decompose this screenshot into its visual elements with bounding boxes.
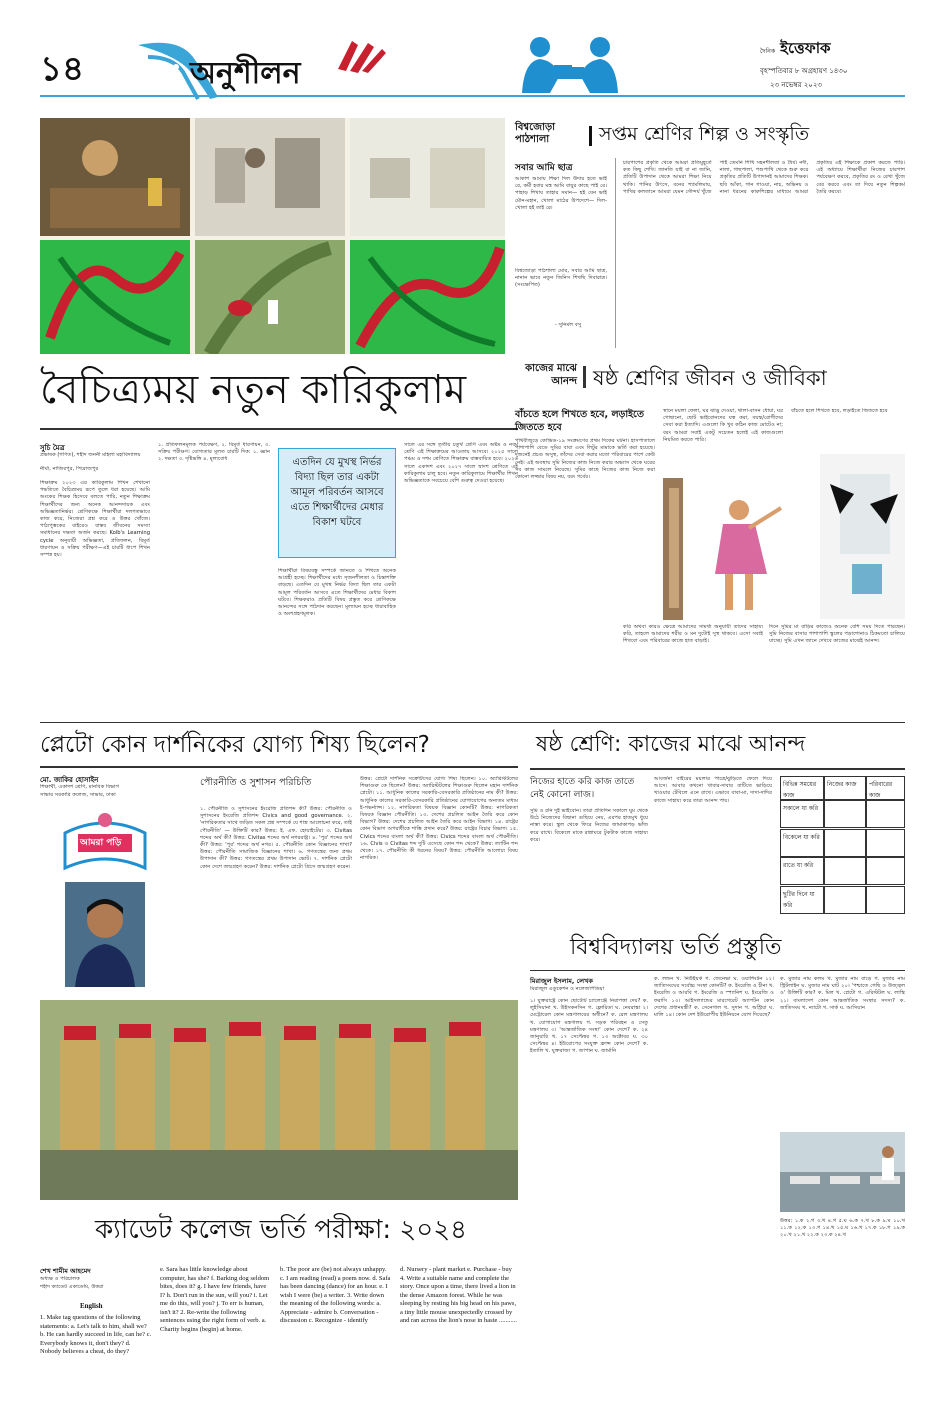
table-header-family: পরিবারের কাজ (866, 776, 905, 800)
table-cell-empty[interactable] (866, 800, 905, 828)
activity-table (780, 776, 905, 914)
job-caption-right: দিনে সুমির মা বাড়ির কাজেও অনেক বেশি সময় দিতে পারছেন। সুমি নিজের বাসার পাশাপাশি স্কুলের পড়াশোনাও ঠিকমতো চালিয়ে যাচ্ছে। সুমি এখন জানে দেখবে কাজের মাঝেই আনন্দ। (769, 624, 905, 645)
admission-author: মিরাজুল ইসলাম, লেখক (530, 977, 593, 985)
date-line-1: বৃহস্পতিবার ৮ অগ্রহায়ণ ১৪৩০ (760, 67, 848, 75)
pull-quote-box (278, 448, 396, 558)
page-number: ১৪ (40, 49, 85, 89)
table-cell-empty[interactable] (824, 829, 866, 857)
amra-pori-text: আমরা পড়ি (80, 838, 122, 848)
cadet-col-4: d. Nursery - plant market e. Purchase - buy 4. Write a suitable name and complete the story. Once upon a time, there lived a lion in the dense Amazon forest. While he was sleeping by resting his big head on his paws, a tiny little mouse unexpectedly crossed by and ran across the lion's nose in haste ........... (400, 1266, 517, 1324)
table-row-holiday: ছুটির দিনে যা করি (780, 886, 824, 914)
admission-answers: উত্তর: ১.ক ২.গ ৩.খ ৪.গ ৫.ঘ ৬.ক ৭.খ ৮.ক ৯.ঘ ১০.খ ১১.ক ১২.ক ১৩.গ ১৪.খ ১৫.ঘ ১৬.খ ১৭.ক ১৮.গ ১৯.ক ২০.খ ২১.খ ২২.ক ২৩.ক ২৪.খ (780, 1218, 905, 1239)
admission-col-2: ক. লন্ডন খ. নিউইয়র্ক গ. জেনেভা ঘ. ওয়াশিংটন ১২। জাতিসংঘের সর্বোচ্চ সংস্থা কোনটি? ক. ইংরেজি ও চীনা খ. ইংরেজি ও আরবি গ. ইংরেজি ও স্প্যানিশ ঘ. ইংরেজি ও ফরাসি ১৩। আইসল্যান্ডের মারগেরেট অ্যাপটন কোন দেশের প্রধানমন্ত্রী? ক. সেনেগাল খ. সুদান গ. অস্ট্রিয়া ঘ. মালি ১৪। কোন দেশ ইউরোপীয় ইউনিয়নে যোগ দিয়েছে? (654, 976, 774, 1019)
activity-rule (530, 768, 905, 770)
table-cell-empty[interactable] (866, 886, 905, 914)
activity-body: সুমি ও রনি দুই ভাইবোন। তারা প্রতিদিন সকালে ঘুম থেকে উঠে নিজেদের বিছানা গুছিয়ে নেয়, এরপর হাতমুখ ধুয়ে নাস্তা করে। স্কুল থেকে ফিরে নিজের জামাকাপড় ভাঁজ করে রাখে। বিকেলে মাকে রান্নাঘরে টুকটাক কাজে সাহায্য করে। (530, 808, 648, 843)
poem-title: সবার আমি ছাত্র (515, 163, 573, 173)
civics-article (40, 770, 518, 992)
table-cell-empty[interactable] (824, 857, 866, 885)
curriculum-list: ১. প্রতিফলনমূলক পর্যবেক্ষণ, ২. বিমূর্ত ধারণায়ন, ৩. সক্রিয় পরীক্ষণ। যোগ্যতার মূলত চারটি দিক: ১. জ্ঞান ২. দক্ষতা ৩. দৃষ্টিভঙ্গি ৪. মূল্যবোধ (158, 442, 270, 463)
exam-hall-image (780, 1132, 905, 1212)
admission-col-3: ক. মুজার নাম কলম খ. মুজার নাম বাড়ে গ. মুজার নাম স্ট্রিটলাইন ঘ. মুজার নাম ঘাট ২০। 'পশ্চাতে গেছি ও উজ্জ্বল ও' উক্তিটি কার? ক. মিল খ. প্লেটো গ. এরিস্টটল ঘ. লাস্কি ২১। বাংলাদেশ কোন আন্তর্জাতিক সংস্থার সদস্য? ক. জাতিসংঘ খ. ন্যাটো গ. সার্ক ঘ. আসিয়ান (780, 976, 905, 1011)
cadet-col-3: b. The poor are (be) not always unhappy. c. I am reading (read) a poem now. d. Safa has been dancing (dance) for an hour. e. I wish I were (be) a writer. 3. Write down the meaning of the following words: a. Appreciate - admire b. Conversation - discussion c. Recognize - identify (280, 1266, 391, 1324)
cadet-headline: ক্যাডেট কলেজ ভর্তি পরীক্ষা: ২০২৪ (94, 1215, 467, 1245)
cadets-marching-image (40, 1000, 518, 1200)
poem-text: আকাশ আমায় শিক্ষা দিল উদার হতে ভাই রে, কর্মী হবার মন্ত্র আমি বায়ুর কাছে পাই রে। পাহাড় শিখায় তাহার সমান— হই যেন ভাই মৌন-মহান, খোলা মাঠের উপদেশে— দিল-খোলা হই তাই রে। (515, 176, 607, 211)
admission-author-role: মিরাজুল এডুকেশন ও নলেজপিডিয়া (530, 986, 605, 992)
activity-body-2: আবর্জনা বাইরের ময়লার পাত্রে/ঝুড়িতে ফেলে দিয়ে আসে। আবার কখনো খাবার-দাবার বাটিতে ভাড়িয়ে খাওয়ার টেবিলে এনে রাখে। এভাবে বাবা-মা, দাদা-দাদির কাজে সাহায্য করে তারা আনন্দ পায়। (654, 776, 772, 804)
nature-artwork-image (40, 118, 505, 354)
civics-author: মো. জাকির হোসাইন (40, 776, 99, 784)
art-kicker: বিশ্বজোড়া পাঠশালা (515, 122, 556, 145)
job-title: ষষ্ঠ শ্রেণির জীবন ও জীবিকা (593, 366, 827, 390)
art-title-divider (589, 126, 592, 146)
job-title-divider (583, 366, 586, 388)
poet-name: - সুনির্মল বসু (555, 322, 582, 328)
curriculum-author-role: প্রভাষক (গণিত), শহীদ জননী মহিলা মহাবিদ্যালয় (40, 452, 141, 458)
plato-rule (40, 766, 518, 768)
admission-section (530, 932, 905, 1417)
job-side-note: বাঁচতে হলে শিখতে হবে, লড়াইতে জিততে হবে (791, 408, 888, 414)
paper-logo-small: দৈনিক (760, 48, 776, 55)
table-row-night: রাতে যা করি (780, 857, 824, 885)
section-title: অনুশীলন (190, 56, 301, 91)
curriculum-author: সুচি মৈত্র (40, 444, 65, 452)
section-divider (40, 722, 905, 723)
paper-logo (760, 37, 880, 57)
table-cell-empty[interactable] (824, 886, 866, 914)
art-column-rule (615, 158, 616, 348)
table-header-own: নিজের কাজ (824, 776, 866, 800)
cadet-author-role: অধ্যক্ষ ও পরিচালক (40, 1276, 80, 1282)
cadet-col-2: e. Sara has little knowledge about computer, has she? f. Barking dog seldom bites, does it? g. I have few friends, have I? h. Don't run in the sun, will you? i. Let me do this, will you? j. To err is human, isn't it? 2. Re-write the following sentences using the right form of verb. a. Charity begins (begin) at home. (160, 1266, 270, 1333)
cadet-parade-photo (40, 1000, 518, 1200)
art-section (515, 118, 905, 354)
cadet-author: শেখ শামীম আহমেদ (40, 1267, 91, 1275)
admission-title: বিশ্ববিদ্যালয় ভর্তি প্রস্তুতি (570, 935, 782, 960)
civics-topic: পৌরনীতি ও সুশাসন পরিচিতি (200, 777, 312, 788)
cadet-english-heading: English (80, 1302, 103, 1310)
job-subtitle: বাঁচতে হলে শিখতে হবে, লড়াইতে জিততে হবে (515, 409, 644, 433)
job-kicker: কাজের মাঝে আনন্দ (525, 363, 577, 387)
curriculum-body-3: সালে এর সঙ্গে তৃতীয় চতুর্থ শ্রেণি এবং অষ্টম ও নবম শ্রেণি এই শিক্ষাক্রমের আওতায় আসবে। ২০২৫ সালে পঞ্চম ও দশম শ্রেণিতে শিক্ষাক্রম বাস্তবায়িত হবে। ২০২৬ সালে একাদশ এবং ২০২৭ সালে দ্বাদশ শ্রেণিতে এই কারিকুলাম চালু হবে। নতুন কারিকুলামে শিক্ষার্থীর শিখন অভিজ্ঞতাকে সবচেয়ে বেশি গুরুত্ব দেওয়া হয়েছে। (404, 442, 518, 485)
civics-qa-2: উত্তর: প্লেটো দার্শনিক সক্রেটিসের যোগ্য শিষ্য ছিলেন। ১০. অ্যারিস্টটলের শিক্ষাগুরু কে ছিলেন? উত্তর: অ্যারিস্টটলের শিক্ষাগুরু ছিলেন মহান দার্শনিক প্লেটো। ১১. আধুনিক কালের সরকারি-বেসরকারি প্রতিষ্ঠানের নাম কী? উত্তর: আধুনিক কালের সরকারি-বেসরকারি প্রতিষ্ঠানের যোগাযোগের অন্যতম মাধ্যম ই-গভর্ন্যান্স। ১২. নাগরিকতা বিষয়ক বিজ্ঞান কোনটি? উত্তর: নাগরিকতা বিষয়ক বিজ্ঞান পৌরনীতি। ১৩. দেশের প্রচলিত আইন তৈরি করে কোন বিভাগ? উত্তর: দেশের প্রচলিত আইন তৈরি করে আইন বিভাগ। ১৪. রাষ্ট্রের কোন বিভাগ অপরাধীকে শাস্তি প্রদান করে? উত্তর: রাষ্ট্রের বিচার বিভাগ। ১৫. Civics শব্দের বাংলা অর্থ কী? উত্তর: Civics শব্দের বাংলা অর্থ পৌরনীতি। ১৬. Civis ও Civitas শব্দ দুটি এসেছে কোন শব্দ থেকে? উত্তর: ল্যাটিন শব্দ থেকে। ১৭. পৌরনীতি কী ধরনের বিষয়? উত্তর: পৌরনীতি আলোচ্য বিষয় নাগরিক। (360, 776, 518, 862)
job-section (515, 362, 905, 722)
pull-quote-text: এতদিন যে মুখস্থ নির্ভর বিদ্যা ছিল তার একটা আমূল পরিবর্তন আসবে এতে শিক্ষার্থীদের মেধার বিকাশ ঘটবে (290, 457, 384, 528)
admission-col-1: ১। যুক্তরাষ্ট্রে কোন ছোটোট চ্যালেঞ্জে নিরাপত্তা দেয়? ক. লুইসিয়ানা খ. উইসকনসিন গ. ফ্লোরিডা ঘ. নেবরাস্কা ২। মেট্রোরেল কোন মন্ত্রণালয়ের অধীনে? ক. রেল মন্ত্রণালয় খ. যোগাযোগ মন্ত্রণালয় গ. সড়ক পরিবহন ও সেতু মন্ত্রণালয় ৩। 'আন্তর্জাতিক সংস্থা' কোন দেশে? ক. ২৪ জানুয়ারি খ. ১৭ সেপ্টেম্বর গ. ১৩ অক্টোবর ঘ. ৩০ সেপ্টেম্বর ৪। ইউরোপের সংযুক্ত ফ্রান্স কোন দেশে? ক. ইতালি খ. যুক্তরাজ্য গ. জাপান ঘ. জার্মানি (530, 998, 648, 1055)
table-row-afternoon: বিকেলে যা করি (780, 829, 824, 857)
table-cell-empty[interactable] (866, 829, 905, 857)
author-photo (65, 882, 145, 987)
civics-author-role: শিক্ষার্থী, একাদশ শ্রেণি, মানবিক বিভাগ (40, 784, 119, 790)
curriculum-body: শিক্ষাক্রম ২০২৩ এর কারিকুলাম শিখন শেখানো পদ্ধতিতে বৈচিত্র্যময় রূপে তুলে ধরা হয়েছে। আমি অংকের শিক্ষক হিসেবে বলতে পারি, নতুন শিক্ষাক্রম শিক্ষার্থীদের জন্য অনেক আনন্দদায়ক এবং অভিজ্ঞতানির্ভর। শ্রেণিকক্ষে শিক্ষার্থীরা দলগতভাবে কাজ করে, নিজেরা প্রশ্ন করে ও উত্তর খোঁজে। পাঠ্যপুস্তকের বাইরেও বাস্তব জীবনের সমস্যা সমাধানের দক্ষতা অর্জন করছে। Kolb's Learning cycle অনুযায়ী অভিজ্ঞতা, প্রতিফলন, বিমূর্ত ধারণায়ন ও সক্রিয় পরীক্ষণ—এই চারটি ধাপে শিখন সম্পন্ন হয়। (40, 480, 150, 559)
art-title: সপ্তম শ্রেণির শিল্প ও সংস্কৃতি (599, 123, 810, 145)
masthead (40, 35, 905, 107)
activity-title: ষষ্ঠ শ্রেণি: কাজের মাঝে আনন্দ (536, 732, 806, 757)
crows-feeding-image (820, 454, 905, 619)
activity-section (530, 728, 905, 928)
main-headline: বৈচিত্র্যময় নতুন কারিকুলাম (40, 367, 467, 413)
table-cell-empty[interactable] (866, 857, 905, 885)
art-illustration-grid (40, 118, 505, 354)
admission-rule (530, 970, 905, 971)
date-line-2: ২৩ নভেম্বর ২০২৩ (770, 81, 822, 89)
girl-cleaning-window-image (663, 478, 818, 620)
job-caption-left: করি অথবা কারও ক্ষেত্রে আমাদের সামর্থ্য অনুযায়ী তাদের সাহায্য করি, তাহলে আমাদের শরীর ও মন দুটোই সুস্থ থাকবে। এসো সবাই শিখবো এবং পরিবারের কাজে হাত বাড়াই। (623, 624, 763, 645)
table-header-time: বিভিন্ন সময়ের কাজ (780, 776, 824, 800)
art-body: চারপাশের প্রকৃতি থেকে আমরা প্রতিমুহূর্তে কত কিছু শেখি। জানতি যাই বা না জানি, প্রতিটি উপাদান থেকে আমরা শিক্ষা নিয়ে থাকি। পানির উৎসে, বনের শ্যামলিমায়, পাখির কলতানে আমরা যেমন সৌন্দর্য খুঁজে পাই তেমনি শিখি সহনশীলতা ও ধৈর্য। নদী, নালা, গাছপালা, পশুপাখি থেকে শুরু করে প্রকৃতির প্রতিটি উপাদানই আমাদের শিক্ষক। ছবি আঁকা, গান গাওয়া, নাচ, অভিনয় ও নানা ধরনের কারুশিল্পের মাধ্যমে আমরা প্রকৃতির এই শিক্ষাকে প্রকাশ করতে পারি। এই অধ্যায়ে শিক্ষার্থীরা নিজের চারপাশ পর্যবেক্ষণ করবে, প্রকৃতির রং ও রেখা খুঁজে বের করবে এবং তা দিয়ে নতুন শিল্পকর্ম তৈরি করবে। (623, 160, 905, 195)
table-row-morning: সকালে যা করি (780, 800, 824, 828)
job-body-2: স্থানে ময়লা ফেলা, ঘর ঝাড়ু দেওয়া, থালা-বাসন ধোয়া, ঘর গোছানো, ছোট ভাইবোনদের যত্ন করা, বয়স্ক/রোগীদের সেবা করা ইত্যাদি। এগুলো কি খুব কঠিন কাজ মোটেও না; বরং আমরা সবাই একটু সচেতন হলেই এই কাজগুলো নিয়মিত করতে পারি। (663, 408, 783, 443)
cadet-article (40, 1258, 518, 1418)
masthead-rule (40, 95, 905, 97)
plato-headline: প্লেটো কোন দার্শনিকের যোগ্য শিষ্য ছিলেন? (40, 732, 430, 758)
headline-rule (40, 428, 518, 430)
civics-qa-1: ১. পৌরনীতি ও সুশাসনের ইংরেজি প্রতিশব্দ কী? উত্তর: পৌরনীতি ও সুশাসনের ইংরেজি প্রতিশব্দ Civics and good governance. ২. 'নাগরিকতার সাথে জড়িত সকল প্রশ্ন সম্পর্কে যে শাস্ত্র আলোচনা করে, তাই পৌরনীতি' — উক্তিটি কার? উত্তর: ই. এফ. হোয়াইটের। ৩. Civitas শব্দের অর্থ কী? উত্তর: Civitas শব্দের অর্থ নগররাষ্ট্র। ৪. 'পুর' শব্দের অর্থ কী? উত্তর: 'পুর' শব্দের অর্থ নগর। ৫. পৌরনীতি কোন বিজ্ঞানের শাখা? উত্তর: পৌরনীতি সামাজিক বিজ্ঞানের শাখা। ৬. গণতন্ত্রের জন্য প্রথম উপাদান কী? উত্তর: গণতন্ত্রের প্রথম উপাদান ভোট। ৭. দার্শনিক প্লেটো কোন দেশে জন্মগ্রহণ করেন? উত্তর: দার্শনিক প্লেটো গ্রিসে জন্মগ্রহণ করেন। (200, 806, 352, 870)
poem-text-2: বিশ্বজোড়া পাঠশালা মোর, সবার আমি ছাত্র, নানান ভাবে নতুন জিনিস শিখছি দিবারাত্র। (সংক্ষেপিত) (515, 268, 607, 289)
amra-pori-logo (50, 808, 160, 878)
curriculum-author-place: নীর্ঘা, নাজিরপুর, পিরোজপুর (40, 466, 99, 472)
readers-illustration-icon (510, 35, 630, 93)
activity-subtitle: নিজের হাতে করি কাজ তাতে নেই কোনো লাজ। (530, 777, 635, 800)
author-portrait-image (65, 882, 145, 987)
paper-logo-text: ইত্তেফাক (780, 39, 831, 57)
curriculum-body-2: শিক্ষার্থীরা বিষয়বস্তু সম্পর্কে জানতে ও শিখতে অনেক আগ্রহী হচ্ছে। শিক্ষার্থীদের মধ্যে সৃজনশীলতা ও চিন্তাশক্তি বাড়ছে। এতদিন যে মুখস্থ নির্ভর বিদ্যা ছিল তার একটা আমূল পরিবর্তন আসবে এতে শিক্ষার্থীদের মেধার বিকাশ ঘটবে। শিক্ষকরাও প্রতিটি বিষয় প্রস্তুত করে শ্রেণিকক্ষে আনন্দের সঙ্গে পাঠদান করছেন। মূল্যায়ন হচ্ছে ধারাবাহিক ও অংশগ্রহণমূলক। (278, 568, 396, 618)
job-body: পৃথিবীজুড়ে কোভিড-১৯ সংক্রমণের প্রথম দিকের ঘটনা। হাসপাতালে পাশাপাশি বেডে সুমির বাবা এবং লিটুর মামাকে ভর্তি করা হয়েছে। দুজনেই প্রচণ্ড অসুস্থ, তাঁদের সেবা করার মতো পরিবারের পাশে কেউ নেই। এই অবস্থায় সুমি নিজের কাজ নিজে করার অভ্যাস থেকে ঘরের সব কাজ সামলে নিয়েছে। সুমির কাছে নিজের কাজ নিজে করা কোনো লজ্জার বিষয় নয়, বরং গর্বের। (515, 438, 655, 481)
table-cell-empty[interactable] (824, 800, 866, 828)
curriculum-article (40, 436, 518, 721)
civics-author-school: সাভার সরকারি কলেজ, সাভার, ঢাকা (40, 792, 116, 798)
cadet-col-1: 1. Make tag questions of the following statements: a. Let's talk to him, shall we? b. He can hardly succeed in life, can he? c. Everybody knows it, don't they? d. Nobody believes a cheat, do they? (40, 1314, 152, 1355)
books-ornament-icon (330, 35, 390, 75)
cadet-author-school: শহীদ ক্যাডেট একাডেমি, উত্তরা (40, 1284, 104, 1290)
